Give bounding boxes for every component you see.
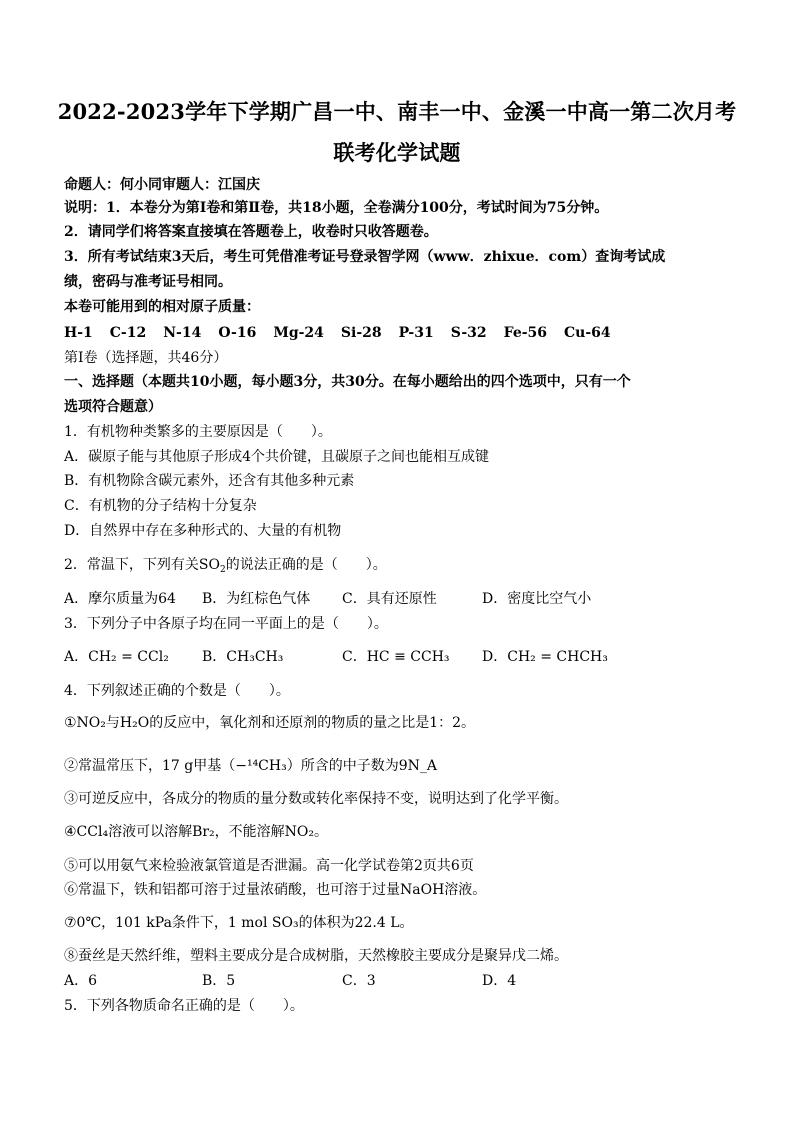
q3-stem: 3．下列分子中各原子均在同一平面上的是（ ）。 (64, 616, 388, 632)
mass-cu: Cu-64 (564, 325, 611, 341)
atomic-mass-heading: 本卷可能用到的相对原子质量： (64, 299, 260, 315)
exam-title-line1: 2022-2023学年下学期广昌一中、南丰一中、金溪一中高一第二次月考 (57, 99, 737, 124)
q5-stem: 5．下列各物质命名正确的是（ ）。 (64, 998, 304, 1014)
q4-stem: 4．下列叙述正确的个数是（ ）。 (64, 683, 290, 699)
q3-option-c (342, 647, 482, 667)
q2-stem (64, 555, 734, 575)
q4-statement-6: ⑥常温下，铁和铝都可溶于过量浓硝酸，也可溶于过量NaOH溶液。 (64, 882, 487, 898)
mass-n: N-14 (163, 325, 202, 341)
q4-statement-3: ③可逆反应中，各成分的物质的量分数或转化率保持不变，说明达到了化学平衡。 (64, 791, 568, 807)
q3-option-b-formula: CH₃CH₃ (226, 649, 284, 665)
q4-option-a: A．6 (64, 973, 98, 989)
q1-stem: 1．有机物种类繁多的主要原因是（ ）。 (64, 424, 332, 440)
q4-statement-1: ①NO₂与H₂O的反应中，氧化剂和还原剂的物质的量之比是1：2。 (64, 715, 476, 731)
q4-statement-8: ⑧蚕丝是天然纤维，塑料主要成分是合成树脂，天然橡胶主要成分是聚异戊二烯。 (64, 948, 568, 964)
q2-option-b: B．为红棕色气体 (202, 591, 311, 607)
q2-stem-sub: 2 (219, 565, 226, 575)
atomic-mass-list (64, 323, 734, 343)
mass-s: S-32 (450, 325, 487, 341)
q2-stem-pre: 2．常温下，下列有关SO (64, 557, 220, 573)
authors-line: 命题人：何小同审题人：江国庆 (64, 177, 260, 193)
q3-option-a (64, 647, 202, 667)
q1-option-a: A．碳原子能与其他原子形成4个共价键，且碳原子之间也能相互成键 (64, 449, 490, 465)
q4-option-d: D．4 (482, 973, 517, 989)
mass-fe: Fe-56 (503, 325, 548, 341)
instruction-2: 2．请同学们将答案直接填在答题卷上，收卷时只收答题卷。 (64, 224, 438, 240)
exam-title-line2: 联考化学试题 (333, 140, 461, 165)
q4-statement-5: ⑤可以用氨气来检验液氯管道是否泄漏。高一化学试卷第2页共6页 (64, 858, 474, 874)
q4-options (64, 971, 734, 991)
mass-h: H-1 (64, 325, 93, 341)
q4-statement-4: ④CCl₄溶液可以溶解Br₂，不能溶解NO₂。 (64, 824, 328, 840)
q3-options (64, 647, 734, 667)
q3-option-d-label: D． (482, 649, 508, 665)
q2-stem-post: 的说法正确的是（ ）。 (225, 557, 387, 573)
mass-mg: Mg-24 (273, 325, 324, 341)
q1-option-c: C．有机物的分子结构十分复杂 (64, 498, 257, 514)
instruction-3a: 3．所有考试结束3天后，考生可凭借准考证号登录智学网（www．zhixue．com）查询考试成 (64, 249, 666, 265)
q2-options (64, 589, 734, 609)
section-heading-b: 选项符合题意） (64, 399, 162, 415)
q1-option-b: B．有机物除含碳元素外，还含有其他多种元素 (64, 473, 355, 489)
q1-option-d: D．自然界中存在多种形式的、大量的有机物 (64, 523, 342, 539)
mass-o: O-16 (218, 325, 257, 341)
section-heading-a: 一、选择题（本题共10小题，每小题3分，共30分。在每小题给出的四个选项中，只有一个 (64, 374, 631, 390)
q3-option-b-label: B． (202, 649, 227, 665)
q4-option-b: B．5 (202, 973, 236, 989)
mass-c: C-12 (109, 325, 147, 341)
q4-option-c: C．3 (342, 973, 376, 989)
mass-p: P-31 (398, 325, 434, 341)
instruction-1: 说明：1．本卷分为第Ⅰ卷和第Ⅱ卷，共18小题，全卷满分100分，考试时间为75分钟。 (64, 200, 609, 216)
q3-option-c-formula: HC ≡ CCH₃ (366, 649, 450, 665)
q3-option-a-formula: CH₂ = CCl₂ (88, 649, 169, 665)
q4-statement-2: ②常温常压下，17 g甲基（−¹⁴CH₃）所含的中子数为9N_A (64, 758, 437, 774)
q3-option-d (482, 647, 632, 667)
q2-option-a: A．摩尔质量为64 (64, 591, 176, 607)
q3-option-b (202, 647, 342, 667)
q3-option-d-formula: CH₂ = CHCH₃ (507, 649, 608, 665)
q2-option-d: D．密度比空气小 (482, 591, 592, 607)
q4-statement-7: ⑦0℃，101 kPa条件下，1 mol SO₃的体积为22.4 L。 (64, 915, 414, 931)
part-one-title: 第Ⅰ卷（选择题，共46分） (64, 350, 228, 366)
q2-option-c: C．具有还原性 (342, 591, 437, 607)
instruction-3b: 绩，密码与准考证号相同。 (64, 274, 232, 290)
q3-option-a-label: A． (64, 649, 89, 665)
q3-option-c-label: C． (342, 649, 367, 665)
mass-si: Si-28 (340, 325, 382, 341)
